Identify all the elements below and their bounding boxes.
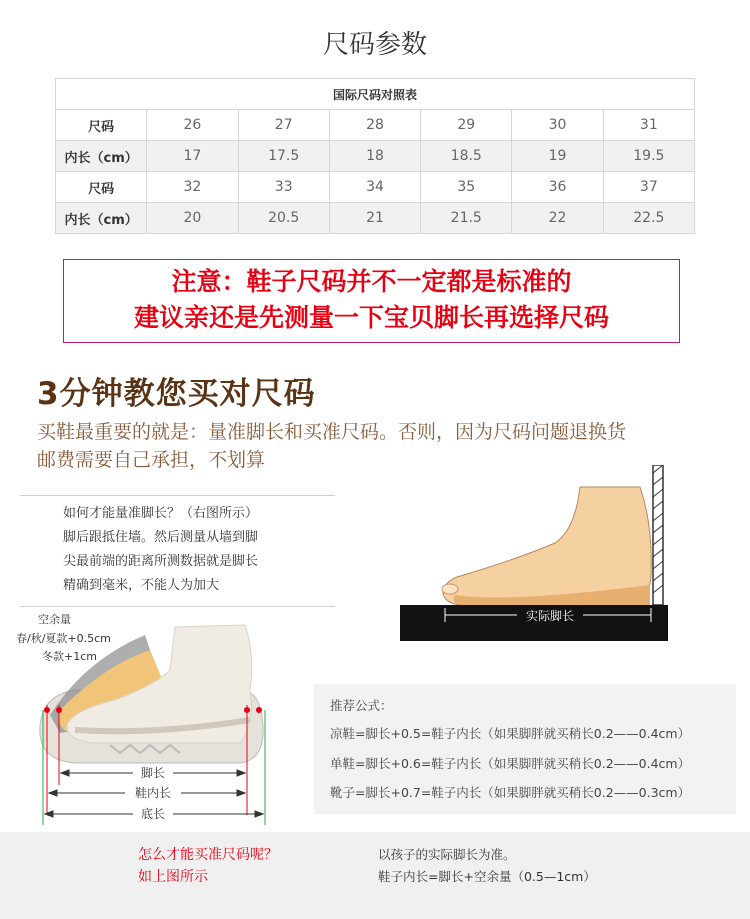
table-row [56,141,695,172]
row-label: 尺码 [56,172,147,203]
table-cell: 20.5 [238,203,329,234]
table-cell: 33 [238,172,329,203]
table-cell: 18 [329,141,420,172]
table-cell: 36 [512,172,603,203]
table-row [56,172,695,203]
shoe-diagram [15,615,315,830]
method-line-1: 如何才能量准脚长？（右图所示） [63,506,259,521]
table-cell: 26 [147,110,238,141]
inner-length-text: 鞋内长 [134,786,172,800]
table-caption: 国际尺码对照表 [56,79,695,110]
row-label: 内长（cm） [56,203,147,234]
intro-line-1: 买鞋最重要的就是：量准脚长和买准尺码。否则，因为尺码问题退换货 [37,421,627,443]
row-label: 内长（cm） [56,141,147,172]
divider [20,606,335,607]
table-cell: 27 [238,110,329,141]
method-line-2: 脚后跟抵住墙。然后测量从墙到脚 [63,530,259,545]
section-heading: 3分钟教您买对尺码 [37,376,316,412]
table-cell: 30 [512,110,603,141]
season2-label: 冬款+1cm [42,650,97,663]
divider [20,495,335,496]
table-cell: 22.5 [603,203,694,234]
table-cell: 29 [421,110,512,141]
table-cell: 17.5 [238,141,329,172]
table-cell: 18.5 [421,141,512,172]
row-label: 尺码 [56,110,147,141]
intro-line-2: 邮费需要自己承担，不划算 [37,449,266,471]
notice-line-2: 建议亲还是先测量一下宝贝脚长再选择尺码 [133,303,609,332]
foot-measure-illustration [395,465,675,645]
bottom-answer [378,844,596,888]
table-cell: 21.5 [421,203,512,234]
question-line-2: 如上图所示 [138,869,208,885]
table-cell: 19 [512,141,603,172]
table-cell: 28 [329,110,420,141]
season1-label: 春/秋/夏款+0.5cm [16,632,111,645]
table-row [56,203,695,234]
formula-line-2: 单鞋=脚长+0.6=鞋子内长（如果脚胖就买稍长0.2——0.4cm） [330,756,691,771]
foot-length-label: 实际脚长 [525,609,575,623]
table-cell: 22 [512,203,603,234]
table-cell: 31 [603,110,694,141]
bottom-band [0,832,750,919]
table-cell: 37 [603,172,694,203]
table-cell: 19.5 [603,141,694,172]
measure-method [63,502,313,598]
formula-line-1: 凉鞋=脚长+0.5=鞋子内长（如果脚胖就买稍长0.2——0.4cm） [330,726,691,741]
notice-box [63,259,680,343]
table-cell: 21 [329,203,420,234]
foot-length-text: 脚长 [140,766,166,780]
size-chart-table [55,78,695,234]
foot-shape [443,487,651,605]
formula-title: 推荐公式： [330,698,393,713]
formula-line-3: 靴子=脚长+0.7=鞋子内长（如果脚胖就买稍长0.2——0.3cm） [330,785,691,800]
page-title: 尺码参数 [322,30,427,60]
space-label: 空余量 [38,613,71,626]
sole-length-text: 底长 [140,807,166,821]
question-line-1: 怎么才能买准尺码呢？ [138,847,278,863]
answer-line-1: 以孩子的实际脚长为准。 [378,847,516,862]
table-cell: 34 [329,172,420,203]
table-cell: 35 [421,172,512,203]
table-cell: 17 [147,141,238,172]
method-line-4: 精确到毫米，不能人为加大 [63,578,220,593]
method-line-3: 尖最前端的距离所测数据就是脚长 [63,554,259,569]
bottom-question [138,844,278,888]
answer-line-2: 鞋子内长=脚长+空余量（0.5—1cm） [378,869,596,884]
table-cell: 32 [147,172,238,203]
table-cell: 20 [147,203,238,234]
formula-box [314,684,736,814]
big-toe [442,584,458,594]
table-row [56,110,695,141]
notice-line-1: 注意：鞋子尺码并不一定都是标准的 [171,267,572,296]
